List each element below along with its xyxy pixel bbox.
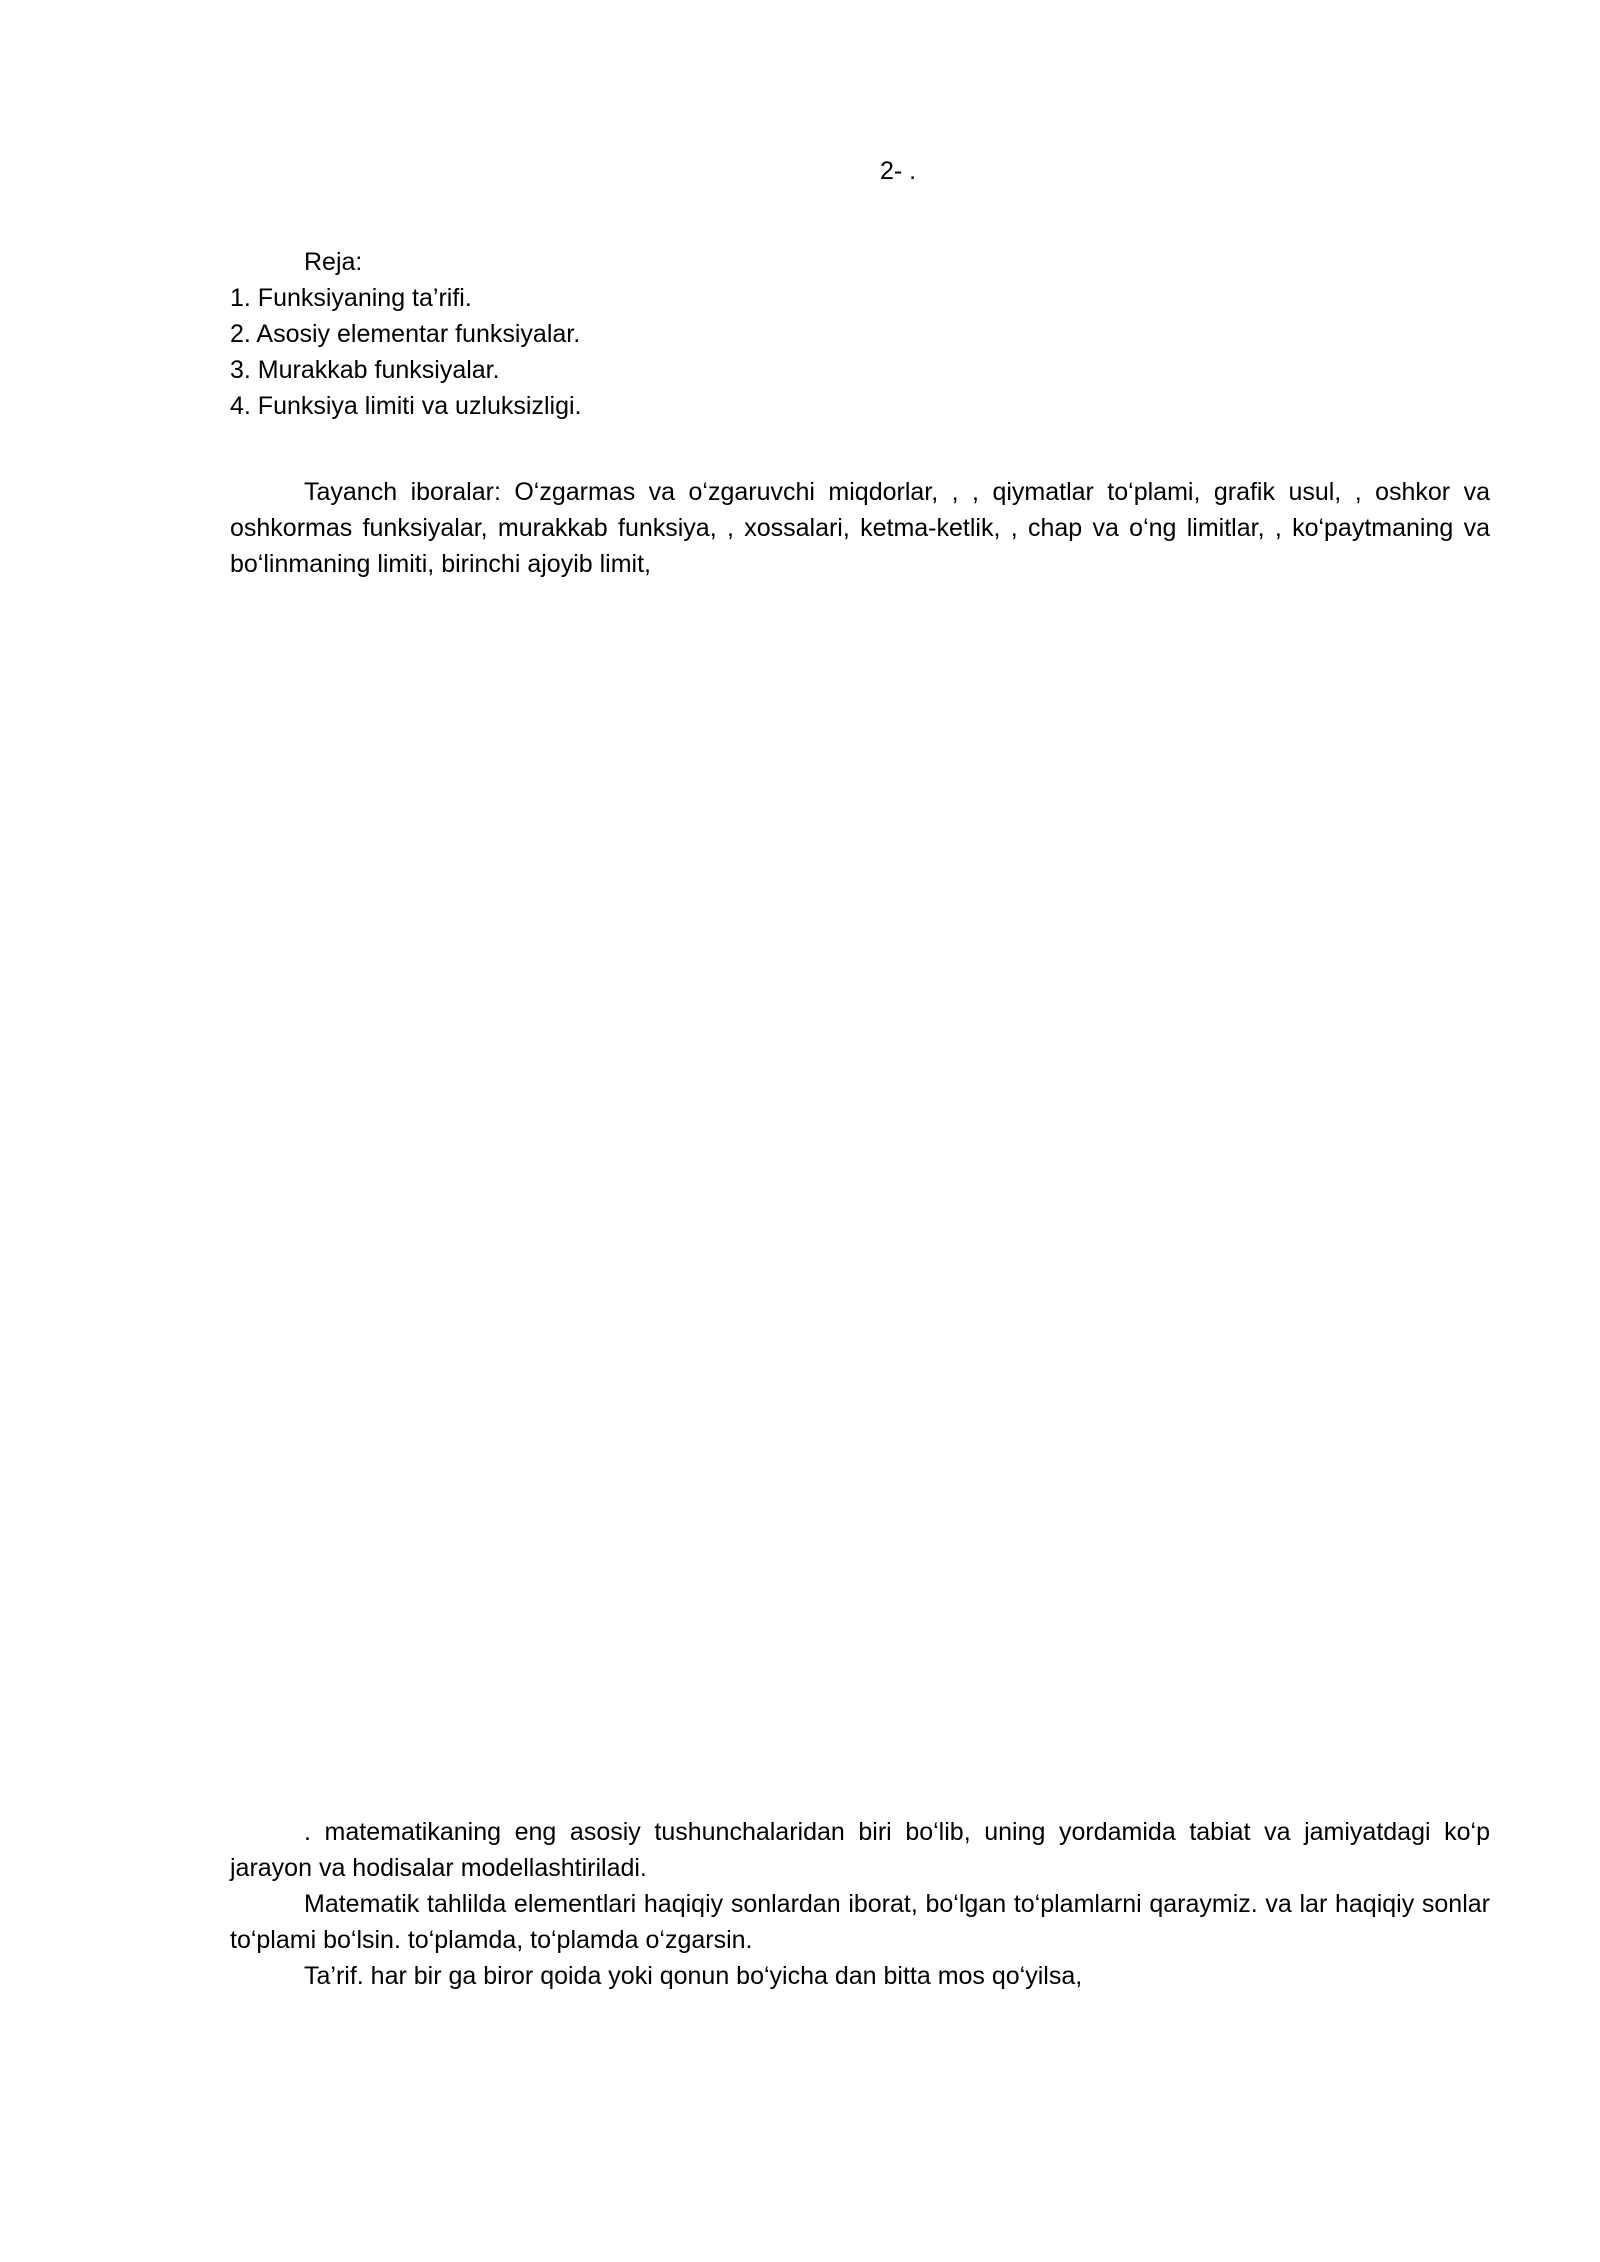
plan-item: 2. Asosiy elementar funksiyalar. — [230, 320, 581, 348]
body-paragraph-2: Matematik tahlilda elementlari haqiqiy sonlardan iborat, bo‘lgan to‘plamlarni qaraymiz. va lar haqiqiy sonlar to‘plami bo‘lsin. to‘plamda, to‘plamda o‘zgarsin. — [230, 1890, 1490, 1954]
plan-list — [230, 280, 1490, 424]
body-paragraph-3: Ta’rif. har bir ga biror qoida yoki qonun bo‘yicha dan bitta mos qo‘yilsa, — [304, 1962, 1083, 1990]
plan-title: Reja: — [304, 248, 363, 276]
plan-item: 3. Murakkab funksiyalar. — [230, 356, 500, 384]
page-number-text: 2- . — [879, 157, 917, 185]
plan-item: 4. Funksiya limiti va uzluksizligi. — [230, 392, 582, 420]
keywords-paragraph: Tayanch iboralar: O‘zgarmas va o‘zgaruvchi miqdorlar, , , qiymatlar to‘plami, grafik usul, , oshkor va oshkormas funksiyalar, murakkab funksiya, , xossalari, ketma-ketlik, , chap va o‘ng limitlar, , ko‘paytmaning va bo‘linmaning limiti, birinchi ajoyib limit, — [230, 478, 1490, 578]
body-paragraph-1: . matematikaning eng asosiy tushunchalaridan biri bo‘lib, uning yordamida tabiat va jamiyatdagi ko‘p jarayon va hodisalar modellashtiriladi. — [230, 1818, 1490, 1882]
plan-item: 1. Funksiyaning ta’rifi. — [230, 284, 472, 312]
page-number — [0, 156, 1600, 186]
lesson-plan — [230, 244, 1490, 424]
